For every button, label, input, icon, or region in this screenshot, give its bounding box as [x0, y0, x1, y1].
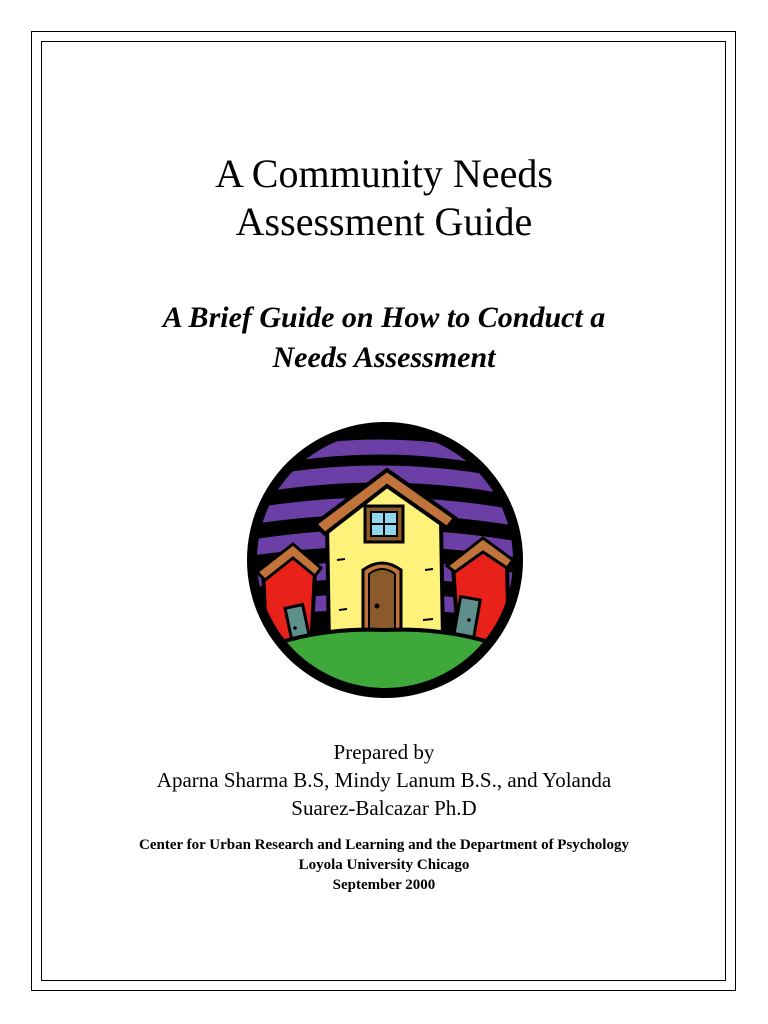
houses-clipart-icon — [245, 420, 525, 700]
affiliation-line-2: Loyola University Chicago — [298, 857, 470, 873]
document-subtitle — [0, 298, 768, 378]
title-line-1: A Community Needs — [215, 151, 553, 196]
affiliation-line-1: Center for Urban Research and Learning and the Department of Psychology — [139, 837, 629, 853]
subtitle-line-2: Needs Assessment — [272, 341, 496, 374]
document-title — [0, 150, 768, 246]
publication-date: September 2000 — [332, 877, 436, 893]
authors-line-1: Aparna Sharma B.S, Mindy Lanum B.S., and Yolanda — [156, 768, 612, 792]
prepared-by-block — [0, 738, 768, 822]
affiliation-block — [0, 835, 768, 895]
subtitle-line-1: A Brief Guide on How to Conduct a — [162, 301, 606, 334]
authors-line-2: Suarez-Balcazar Ph.D — [291, 796, 477, 820]
title-line-2: Assessment Guide — [235, 199, 533, 244]
prepared-by-label: Prepared by — [333, 740, 435, 764]
